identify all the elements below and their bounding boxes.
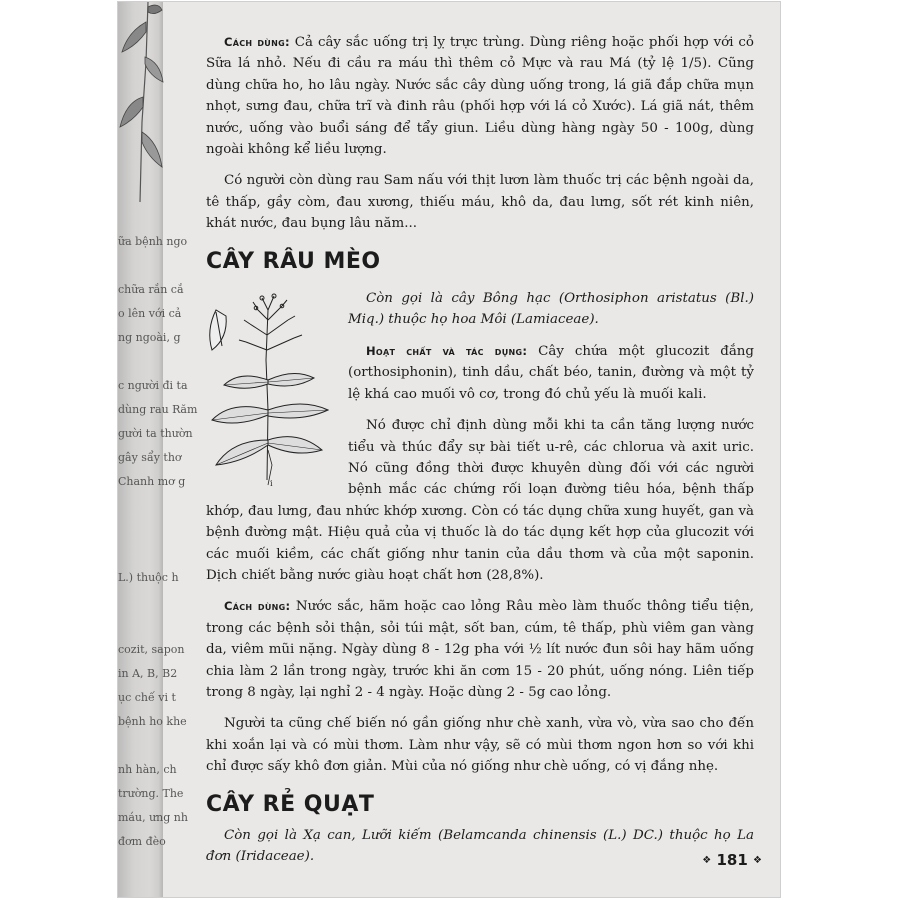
- gutter-line: ng ngoài, g: [118, 331, 181, 344]
- plant-illustration-icon: [202, 290, 338, 490]
- usage-paragraph-2: [206, 596, 754, 703]
- gutter-line: [118, 734, 163, 758]
- gutter-line: Chanh mơ g: [118, 475, 186, 488]
- gutter-plant-icon: [118, 2, 163, 202]
- gutter-line: cozit, sapon: [118, 643, 185, 656]
- page-number-text: 181: [716, 851, 748, 869]
- book-page-frame: [117, 1, 781, 898]
- gutter-line: [118, 590, 163, 614]
- gutter-line: [118, 494, 163, 518]
- gutter-text-lines: [118, 230, 198, 854]
- intro-rau-meo-text: Còn gọi là cây Bông hạc (Orthosiphon aristatus (Bl.) Miq.) thuộc họ hoa Môi (Lamiaceae).: [348, 291, 754, 328]
- gutter-line: dùng rau Răm: [118, 403, 198, 416]
- gutter-line: máu, ưng nh: [118, 811, 188, 824]
- paragraph-rau-sam: Có người còn dùng rau Sam nấu với thịt lươn làm thuốc trị các bệnh ngoài da, tê thấp, gầy còm, đau xương, thiếu máu, khô da, đau lưng, sốt rét kinh niên, khát nước, đau bụng lâu năm...: [206, 173, 754, 232]
- svg-text:i: i: [270, 479, 273, 489]
- usage-text-2: Nước sắc, hãm hoặc cao lỏng Râu mèo làm thuốc thông tiểu tiện, trong các bệnh sỏi thận, sỏi túi mật, sốt ban, cúm, tê thấp, phù viêm gan vàng da, viêm mũi nặng. Ngày dùng 8 - 12g pha với ½ lít nước đun sôi hay hãm uống chia làm 2 lần trong ngày, trước khi ăn cơm 15 - 20 phút, uống nóng. Liên tiếp trong 8 ngày, lại nghỉ 2 - 4 ngày. Hoặc dùng 2 - 5g cao lỏng.: [206, 599, 755, 700]
- gutter-line: gười ta thườn: [118, 427, 193, 440]
- gutter-line: ục chế vi t: [118, 691, 176, 704]
- section-title-rau-meo: CÂY RÂU MÈO: [206, 248, 381, 274]
- usage-paragraph-1: [206, 32, 754, 160]
- gutter-line: [118, 614, 163, 638]
- gutter-line: trường. The: [118, 787, 184, 800]
- active-label: Hoạt chất và tác dụng:: [366, 343, 528, 358]
- gutter-line: gây sẩy thơ: [118, 451, 182, 464]
- section-title-re-quat: CÂY RẺ QUẠT: [206, 791, 375, 817]
- previous-page-edge: [118, 2, 198, 897]
- intro-re-quat-text: Còn gọi là Xạ can, Lưỡi kiếm (Belamcanda chinensis (L.) DC.) thuộc họ La đơn (Iridaceae).: [206, 828, 754, 865]
- page-number: [702, 851, 762, 869]
- gutter-line: nh hàn, ch: [118, 763, 177, 776]
- page-content: [206, 32, 754, 868]
- gutter-line: L.) thuộc h: [118, 571, 179, 584]
- gutter-line: [118, 254, 163, 278]
- gutter-line: [118, 350, 163, 374]
- gutter-line: [118, 518, 163, 542]
- gutter-line: o lên với cả: [118, 307, 182, 320]
- gutter-line: chữa rắn cắ: [118, 283, 184, 296]
- gutter-line: ữa bệnh ngo: [118, 235, 188, 248]
- diamond-icon: ❖: [753, 855, 762, 866]
- usage-text-1: Cả cây sắc uống trị lỵ trực trùng. Dùng riêng hoặc phối hợp với cỏ Sữa lá nhỏ. Nếu đi cầu ra máu thì thêm cỏ Mực và rau Má (tỷ lệ 1/5). Cũng dùng chữa ho, ho lâu ngày. Nước sắc cây dùng uống trong, lá giã đắp chữa mụn nhọt, sưng đau, chữa trĩ và đinh râu (phối hợp với lá cỏ Xước). Lá giã nát, thêm nước, uống vào buổi sáng để tẩy giun. Liều dùng hàng ngày 50 - 100g, dùng ngoài không kể liều lượng.: [206, 35, 754, 158]
- gutter-line: bệnh ho khe: [118, 715, 187, 728]
- gutter-line: c người đi ta: [118, 379, 188, 392]
- gutter-line: [118, 542, 163, 566]
- intro-re-quat: [206, 825, 754, 868]
- usage-label-1: Cách dùng:: [224, 35, 290, 49]
- diamond-icon: ❖: [702, 855, 712, 866]
- gutter-line: in A, B, B2: [118, 667, 178, 680]
- active-text: Cây chứa một glucozit đắng (orthosiphonin), tinh dầu, chất béo, tanin, đường và một tỷ lệ khá cao muối vô cơ, trong đó chủ yếu là muối kali.: [348, 343, 754, 402]
- processing-paragraph: Người ta cũng chế biến nó gần giống như chè xanh, vừa vò, vừa sao cho đến khi xoắn lại và có mùi thơm. Làm như vậy, sẽ có mùi thơm ngon hơn so với khi chỉ được sấy khô đơn giản. Mùi của nó giống như chè uống, có vị đắng nhẹ.: [206, 716, 754, 775]
- gutter-line: đơm đèo: [118, 835, 166, 848]
- effect-paragraph: Nó được chỉ định dùng mỗi khi ta cần tăng lượng nước tiểu và thúc đẩy sự bài tiết u-rê, các chlorua và axit uric. Nó cũng đồng thời được khuyên dùng đối với các người bệnh mắc các chứng rối loạn đường tiêu hóa, bệnh thấp khớp, đau lưng, đau nhức khớp xương. Còn có tác dụng chữa xung huyết, gan và bệnh đường mật. Hiệu quả của vị thuốc là do tác dụng kết hợp của glucozit với các muối kiềm, các chất giống như tanin của dầu thơm và của một saponin. Dịch chiết bằng nước giàu hoạt chất hơn (28,8%).: [206, 418, 754, 583]
- usage-label-2: Cách dùng:: [224, 599, 291, 614]
